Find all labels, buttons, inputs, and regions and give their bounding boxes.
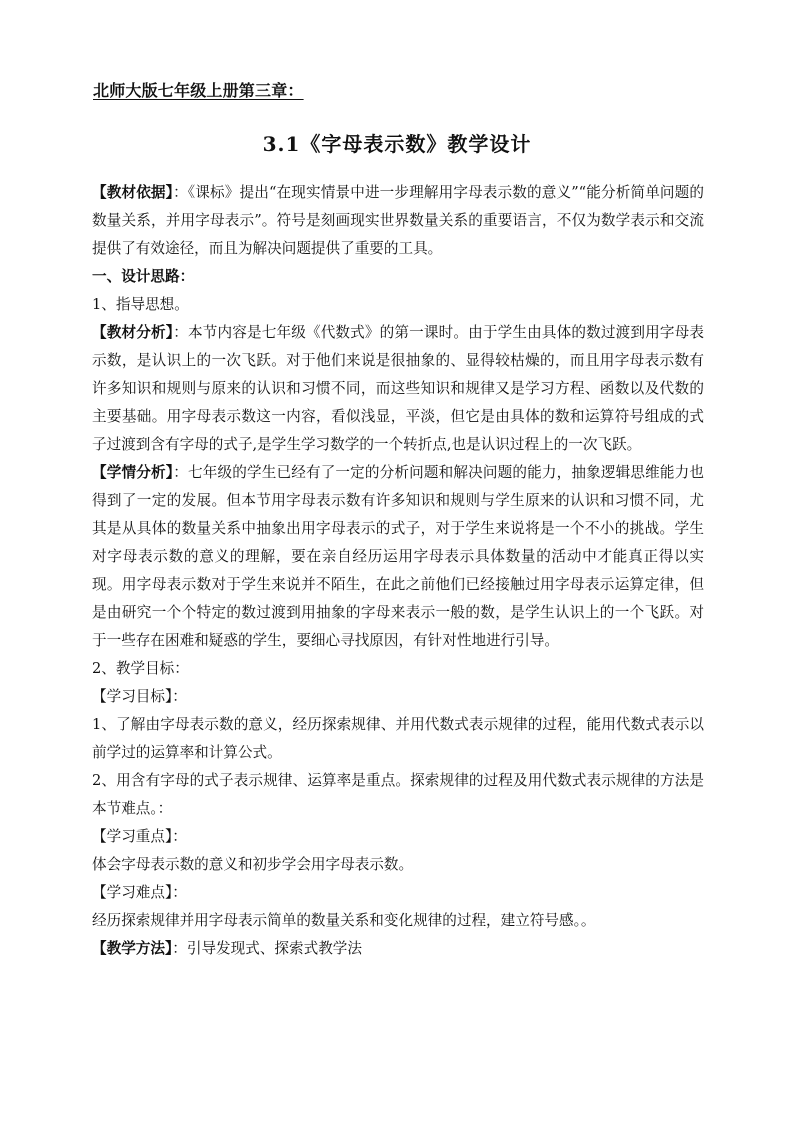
basis-paragraph bbox=[92, 179, 704, 263]
student-paragraph bbox=[92, 459, 704, 655]
material-text: ：本节内容是七年级《代数式》的第一课时。由于学生由具体的数过渡到用字母表示数，是认识上的一次飞跃。对于他们来说是很抽象的、显得较枯燥的，而且用字母表示数有许多知识和规则与原来的认识和习惯不同，而这些知识和规律又是学习方程、函数以及代数的主要基础。用字母表示数这一内容，看似浅显，平淡，但它是由具体的数和运算符号组成的式子过渡到含有字母的式子,是学生学习数学的一个转折点,也是认识过程上的一次飞跃。 bbox=[92, 324, 704, 453]
learning-goals-label: 【学习目标】： bbox=[92, 688, 187, 705]
method-paragraph bbox=[92, 935, 704, 963]
guiding-thought: 1、指导思想。 bbox=[92, 296, 189, 313]
chapter-subtitle: 北师大版七年级上册第三章： bbox=[93, 81, 304, 100]
key-point-label: 【学习重点】： bbox=[92, 828, 187, 845]
difficulty-label: 【学习难点】： bbox=[92, 884, 187, 901]
difficulty-text: 经历探索规律并用字母表示简单的数量关系和变化规律的过程，建立符号感。。 bbox=[92, 912, 596, 929]
goal-item-2: 2、用含有字母的式子表示规律、运算率是重点。探索规律的过程及用代数式表示规律的方法是本节难点。： bbox=[92, 772, 704, 817]
method-text: ：引导发现式、探索式教学法 bbox=[172, 940, 362, 957]
key-point-text: 体会字母表示数的意义和初步学会用字母表示数。 bbox=[92, 856, 414, 873]
design-heading: 一、设计思路： bbox=[92, 268, 195, 285]
student-label: 【学情分析】 bbox=[92, 464, 174, 481]
material-paragraph bbox=[92, 319, 704, 459]
basis-label: 【教材依据】 bbox=[92, 184, 174, 201]
student-text: ：七年级的学生已经有了一定的分析问题和解决问题的能力，抽象逻辑思维能力也得到了一定的发展。但本节用字母表示数有许多知识和规则与学生原来的认识和习惯不同，尤其是从具体的数量关系中抽象出用字母表示的式子，对于学生来说将是一个不小的挑战。学生对字母表示数的意义的理解，要在亲自经历运用字母表示具体数量的活动中才能真正得以实现。用字母表示数对于学生来说并不陌生，在此之前他们已经接触过用字母表示运算定律，但是由研究一个个特定的数过渡到用抽象的字母来表示一般的数，是学生认识上的一个飞跃。对于一些存在困难和疑惑的学生，要细心寻找原因，有针对性地进行引导。 bbox=[92, 464, 704, 649]
goal-item-1: 1、了解由字母表示数的意义，经历探索规律、并用代数式表示规律的过程，能用代数式表示以前学过的运算率和计算公式。 bbox=[92, 716, 704, 761]
goals-heading: 2、教学目标： bbox=[92, 660, 189, 677]
basis-text: ：《课标》提出“在现实情景中进一步理解用字母表示数的意义”“能分析简单问题的数量关系，并用字母表示”。符号是刻画现实世界数量关系的重要语言，不仅为数学表示和交流提供了有效途径，而且为解决问题提供了重要的工具。 bbox=[92, 184, 704, 257]
method-label: 【教学方法】 bbox=[92, 940, 173, 957]
material-label: 【教材分析】 bbox=[92, 324, 174, 341]
page-title: 3.1《字母表示数》教学设计 bbox=[262, 132, 532, 156]
document-body bbox=[92, 179, 704, 963]
